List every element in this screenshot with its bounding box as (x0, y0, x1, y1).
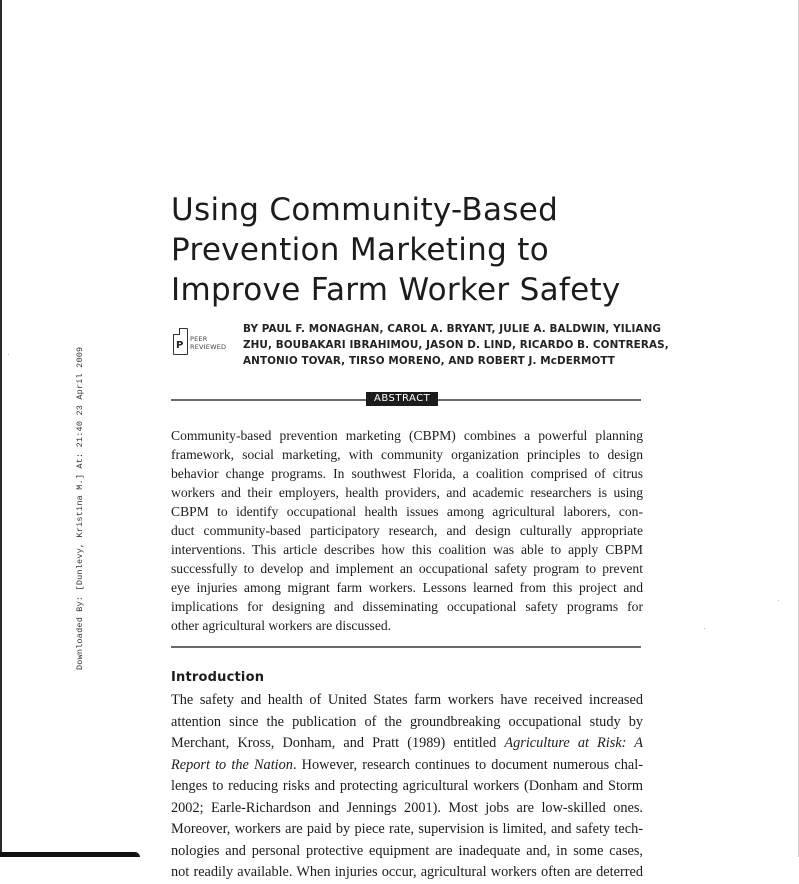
abstract-line: Community-based prevention marketing (CBPM) combines a powerful planning (171, 428, 643, 443)
author-line: ANTONIO TOVAR, TIRSO MORENO, AND ROBERT J. McDERMOTT (243, 355, 615, 367)
intro-line: Moreover, workers are paid by piece rate, supervision is limited, and safety tech- (171, 821, 643, 837)
peer-reviewed-badge (173, 328, 235, 356)
abstract-line: behavior change programs. In southwest Florida, a coalition comprised of citrus (171, 466, 643, 481)
section-heading-introduction: Introduction (171, 670, 265, 685)
peer-badge-text (190, 335, 226, 351)
title-line: Prevention Marketing to (171, 232, 549, 268)
intro-line: 2002; Earle-Richardson and Jennings 2001). Most jobs are low-skilled ones. (171, 799, 643, 816)
intro-line: lenges to reducing risks and protecting agricultural workers (Donham and Storm (171, 778, 643, 794)
abstract-line: CBPM to identify occupational health issues among agricultural laborers, con- (171, 504, 643, 519)
intro-line: not readily available. When injuries occur, agricultural workers often are deterred (171, 864, 643, 880)
abstract-line: workers and their employers, health providers, and academic researchers is using (171, 485, 643, 500)
intro-line: Report to the Nation. However, research continues to document numerous chal- (171, 756, 643, 773)
author-list (243, 321, 669, 369)
page-edge-left (0, 0, 2, 857)
article-title (171, 190, 691, 310)
intro-line: Merchant, Kross, Donham, and Pratt (1989) entitled Agriculture at Risk: A (171, 735, 643, 751)
intro-line: attention since the publication of the groundbreaking occupational study by (171, 713, 643, 730)
abstract-line: eye injuries among migrant farm workers. Lessons learned from this project and (171, 580, 643, 595)
intro-line: nologies and personal protective equipment are inadequate and, in some cases, (171, 842, 643, 859)
scan-speck (704, 628, 705, 629)
author-line: BY PAUL F. MONAGHAN, CAROL A. BRYANT, JULIE A. BALDWIN, YILIANG (243, 323, 661, 335)
title-line: Using Community-Based (171, 192, 559, 228)
abstract-bottom-rule (171, 646, 641, 648)
peer-badge-letter: P (176, 340, 184, 351)
scan-speck (8, 354, 9, 355)
abstract-line: framework, social marketing, with community organization principles to design (171, 447, 643, 462)
scan-speck (778, 600, 779, 601)
download-watermark (75, 346, 87, 670)
author-line: ZHU, BOUBAKARI IBRAHIMOU, JASON D. LIND, RICARDO B. CONTRERAS, (243, 339, 669, 351)
page-corner-shadow (0, 852, 140, 857)
title-line: Improve Farm Worker Safety (171, 272, 621, 308)
abstract-line: other agricultural workers are discussed. (171, 618, 392, 633)
intro-line: The safety and health of United States farm workers have received increased (171, 692, 643, 708)
abstract-text (171, 426, 643, 635)
abstract-line: successfully to develop and implement an occupational safety program to prevent (171, 561, 643, 576)
watermark-text: Downloaded By: [Dunlevy, Kristina M.] At: 21:40 23 April 2009 (75, 346, 85, 670)
abstract-line: implications for designing and disseminating occupational safety programs for (171, 599, 643, 614)
abstract-label: ABSTRACT (366, 392, 438, 406)
introduction-text (171, 690, 643, 880)
peer-badge-line1: PEER (190, 335, 208, 343)
peer-badge-line2: REVIEWED (190, 343, 227, 351)
abstract-line: interventions. This article describes how this coalition was able to apply CBPM (171, 542, 643, 557)
abstract-line: duct community-based participatory research, and design culturally appropriate (171, 523, 643, 538)
